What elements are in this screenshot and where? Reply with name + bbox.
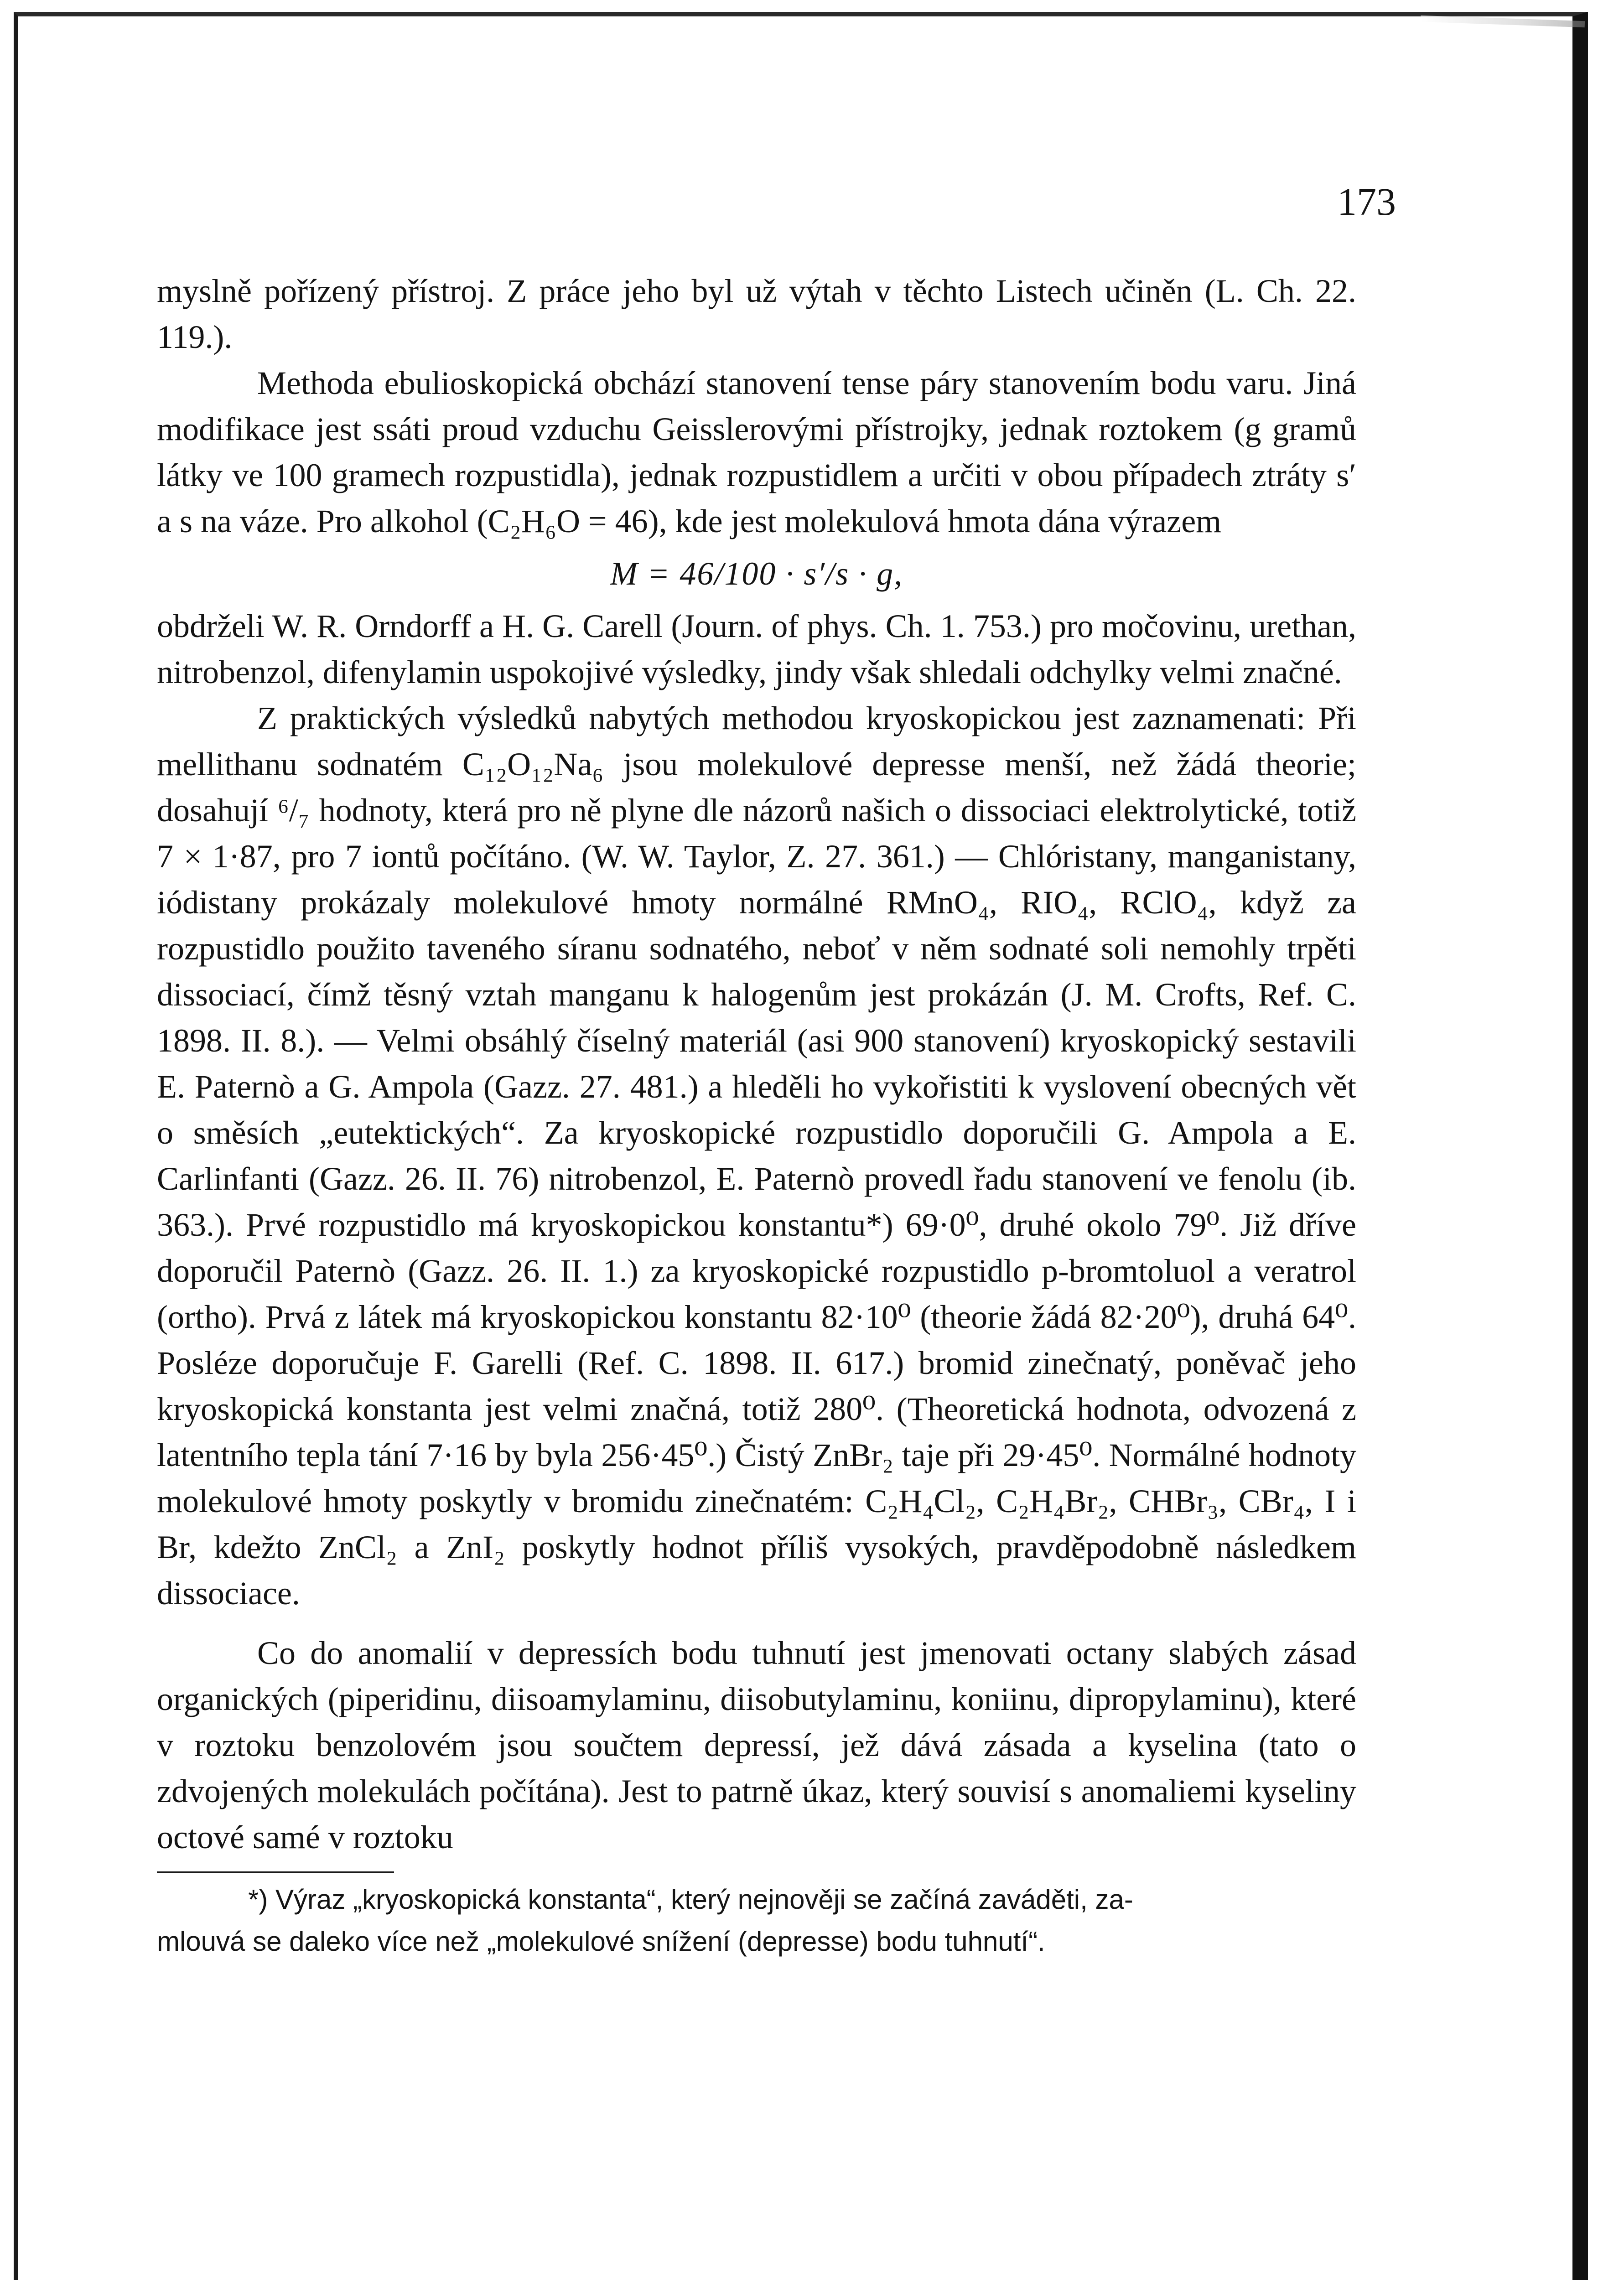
paragraph-3: obdrželi W. R. Orndorff a H. G. Carell (Journ. of phys. Ch. 1. 753.) pro močovinu, urethan, nitrobenzol, difenylamin uspokojivé výsledky, jindy však shledali odchylky velmi značné. bbox=[157, 608, 1356, 690]
footnote-line-1: *) Výraz „kryoskopická konstanta“, který nejnověji se začíná zaváděti, za- bbox=[248, 1884, 1133, 1915]
page-number: 173 bbox=[1337, 180, 1396, 223]
paragraph-5: Co do anomalií v depressích bodu tuhnutí jest jmenovati octany slabých zásad organických (piperidinu, diisoamylaminu, diisobutylaminu, koniinu, dipropylaminu), které v roztoku benzolovém jsou součtem depressí, jež dává zásada a kyselina (tato o zdvojených molekulách počítána). Jest to patrně úkaz, který souvisí s anomaliemi kyseliny octové samé v roztoku bbox=[157, 1635, 1356, 1855]
formula-expression: M = 46/100 · s′/s · g, bbox=[610, 555, 903, 592]
footnote bbox=[157, 1879, 1356, 1963]
paragraph-4: Z praktických výsledků nabytých methodou kryoskopickou jest zaznamenati: Při mellithanu sodnatém C₁₂O₁₂Na₆ jsou molekulové depresse menší, než žádá theorie; dosahují ⁶/₇ hodnoty, která pro ně plyne dle názorů našich o dissociaci elektrolytické, totiž 7 × 1·87, pro 7 iontů počítáno. (W. W. Taylor, Z. 27. 361.) — Chlóristany, manganistany, iódistany prokázaly molekulové hmoty normálné RMnO₄, RIO₄, RClO₄, když za rozpustidlo použito taveného síranu sodnatého, neboť v něm sodnaté soli nemohly trpěti dissociací, čímž těsný vztah manganu k halogenům jest prokázán (J. M. Crofts, Ref. C. 1898. II. 8.). — Velmi obsáhlý číselný materiál (asi 900 stanovení) kryoskopický sestavili E. Paternò a G. Ampola (Gazz. 27. 481.) a hleděli ho vykořistiti k vyslovení obecných vět o směsích „eutektických“. Za kryoskopické rozpustidlo doporučili G. Ampola a E. Carlinfanti (Gazz. 26. II. 76) nitrobenzol, E. Paternò provedl řadu stanovení ve fenolu (ib. 363.). Prvé rozpustidlo má kryoskopickou konstantu*) 69·0⁰, druhé okolo 79⁰. Již dříve doporučil Paternò (Gazz. 26. II. 1.) za kryoskopické rozpustidlo p-bromtoluol a veratrol (ortho). Prvá z látek má kryoskopickou konstantu 82·10⁰ (theorie žádá 82·20⁰), druhá 64⁰. Posléze doporučuje F. Garelli (Ref. C. 1898. II. 617.) bromid zinečnatý, poněvač jeho kryoskopická konstanta jest velmi značná, totiž 280⁰. (Theoretická hodnota, odvozená z latentního tepla tání 7·16 by byla 256·45⁰.) Čistý ZnBr₂ taje při 29·45⁰. Normálné hodnoty molekulové hmoty poskytly v bromidu zinečnatém: C₂H₄Cl₂, C₂H₄Br₂, CHBr₃, CBr₄, I i Br, kdežto ZnCl₂ a ZnI₂ poskytly hodnot příliš vysokých, pravděpodobně následkem dissociace. bbox=[157, 700, 1356, 1612]
paragraph-2: Methoda ebulioskopická obchází stanovení tense páry stanovením bodu varu. Jiná modifikace jest ssáti proud vzduchu Geisslerovými přístrojky, jednak roztokem (g gramů látky ve 100 gramech rozpustidla), jednak rozpustidlem a určiti v obou případech ztráty s′ a s na váze. Pro alkohol (C₂H₆O = 46), kde jest molekulová hmota dána výrazem bbox=[157, 365, 1356, 539]
paragraph-1: myslně pořízený přístroj. Z práce jeho byl už výtah v těchto Listech učiněn (L. Ch. 22. 119.). bbox=[157, 273, 1356, 355]
formula bbox=[157, 551, 1356, 597]
footnote-divider bbox=[157, 1871, 394, 1873]
footnote-line-2: mlouvá se daleko více než „molekulové snížení (depresse) bodu tuhnutí“. bbox=[157, 1926, 1045, 1957]
page-body bbox=[157, 268, 1356, 1963]
